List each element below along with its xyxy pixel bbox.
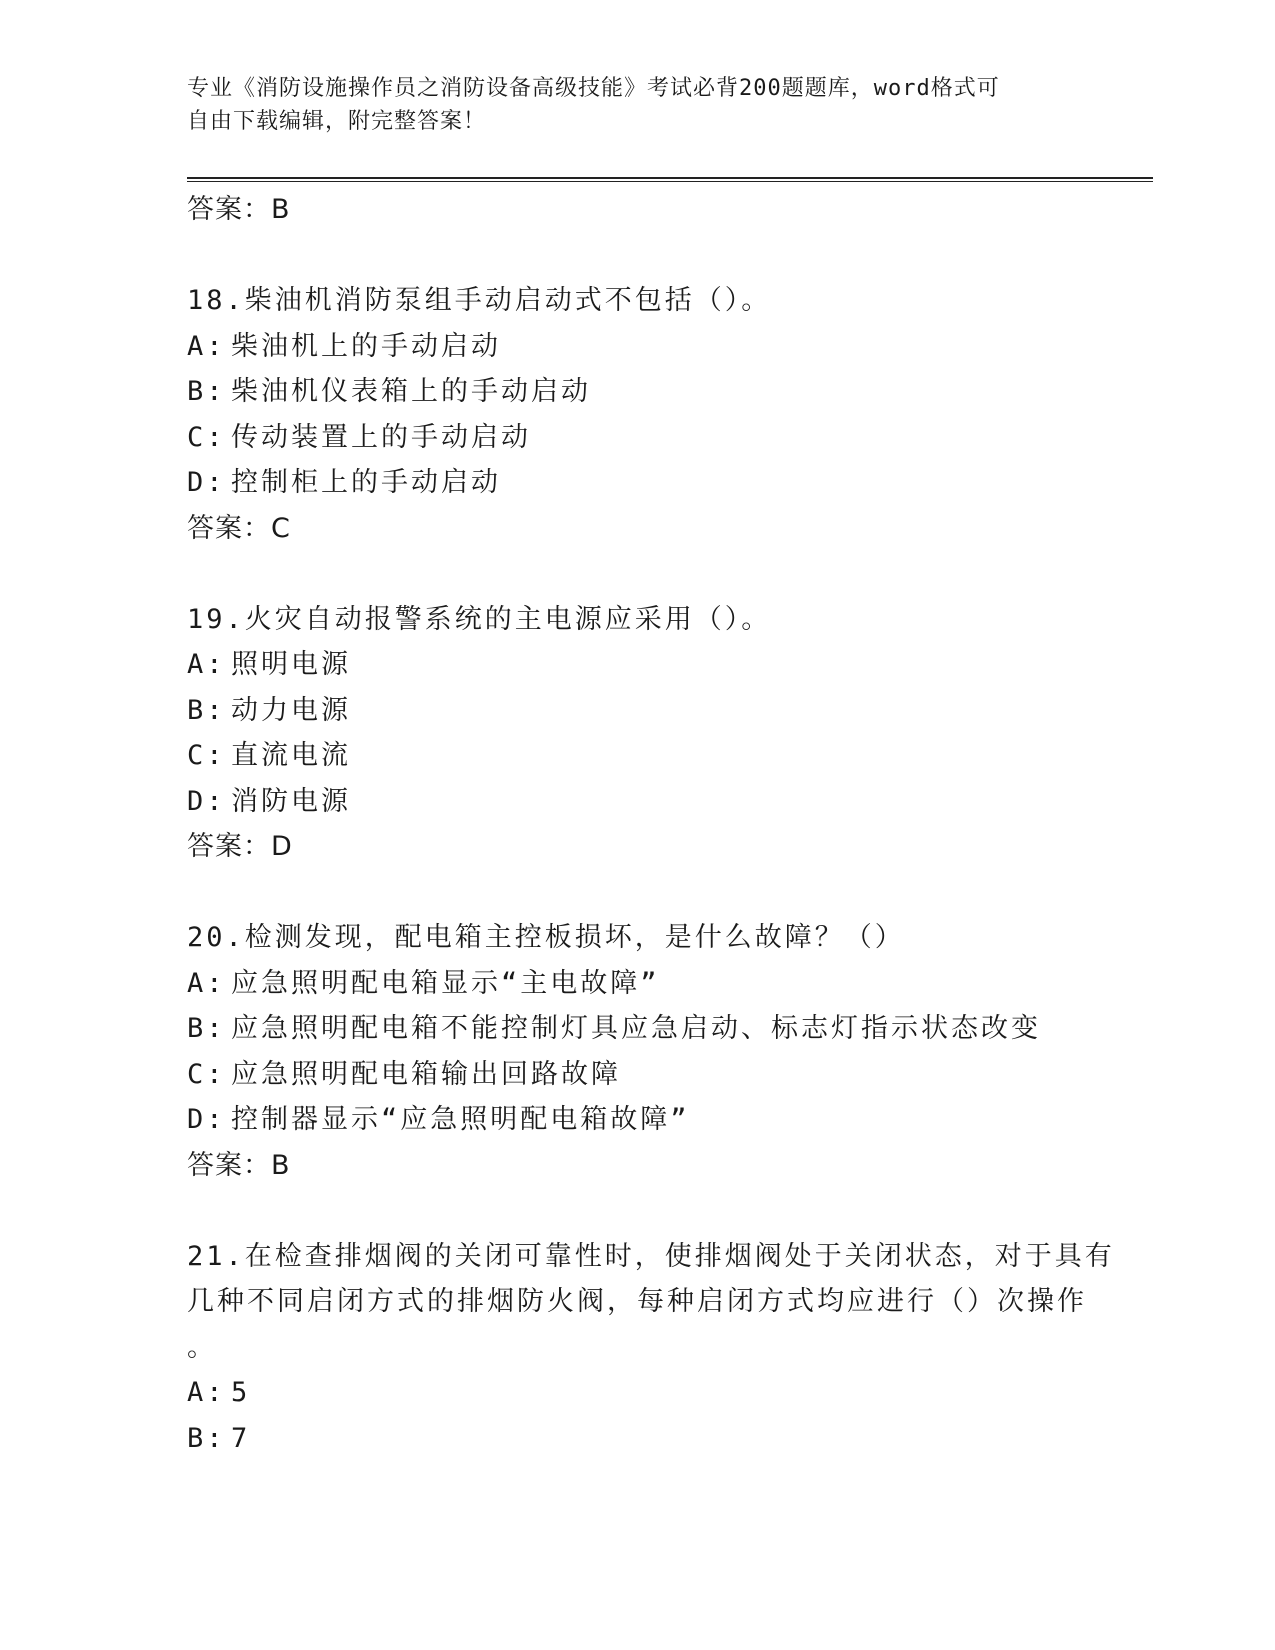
option-letter: B: bbox=[187, 694, 226, 726]
option-text: 应急照明配电箱输出回路故障 bbox=[231, 1058, 621, 1090]
option-letter: A: bbox=[187, 330, 226, 362]
option-text: 消防电源 bbox=[231, 785, 351, 817]
question-text: 21.在检查排烟阀的关闭可靠性时，使排烟阀处于关闭状态，对于具有 bbox=[187, 1240, 1115, 1272]
option-d bbox=[187, 460, 1067, 506]
option-letter: C: bbox=[187, 421, 226, 453]
header-line-2: 自由下载编辑，附完整答案！ bbox=[187, 109, 487, 134]
answer-line: 答案：C bbox=[187, 512, 291, 544]
option-c bbox=[187, 415, 1067, 461]
header-line-1: 专业《消防设施操作员之消防设备高级技能》考试必背200题题库，word格式可 bbox=[187, 76, 1000, 101]
option-text: 柴油机上的手动启动 bbox=[231, 330, 501, 362]
question-text: 19.火灾自动报警系统的主电源应采用（）。 bbox=[187, 603, 772, 635]
question-block bbox=[187, 278, 1067, 551]
option-text: 应急照明配电箱显示“主电故障” bbox=[231, 967, 660, 999]
option-b bbox=[187, 1416, 1067, 1462]
option-a bbox=[187, 324, 1067, 370]
option-text: 传动装置上的手动启动 bbox=[231, 421, 531, 453]
answer-line: 答案：B bbox=[187, 194, 291, 225]
option-a bbox=[187, 642, 1067, 688]
option-letter: B: bbox=[187, 376, 226, 407]
option-letter: B: bbox=[187, 1013, 226, 1044]
option-letter: A: bbox=[187, 1377, 226, 1408]
option-text: 7 bbox=[231, 1422, 251, 1454]
question-block bbox=[187, 915, 1067, 1188]
option-c bbox=[187, 733, 1067, 779]
page-header bbox=[187, 72, 1067, 138]
option-text: 5 bbox=[231, 1377, 251, 1408]
option-b bbox=[187, 688, 1067, 734]
option-text: 动力电源 bbox=[231, 694, 351, 726]
spacer bbox=[187, 551, 1067, 597]
option-c bbox=[187, 1052, 1067, 1098]
option-a bbox=[187, 1370, 1067, 1416]
question-text: 几种不同启闭方式的排烟防火阀，每种启闭方式均应进行（）次操作 bbox=[187, 1286, 1087, 1317]
option-b bbox=[187, 369, 1067, 415]
option-letter: C: bbox=[187, 1058, 226, 1090]
option-letter: C: bbox=[187, 740, 226, 771]
option-text: 应急照明配电箱不能控制灯具应急启动、标志灯指示状态改变 bbox=[231, 1013, 1041, 1044]
question-block bbox=[187, 1234, 1115, 1462]
option-letter: A: bbox=[187, 967, 226, 999]
option-letter: A: bbox=[187, 649, 226, 680]
option-text: 控制器显示“应急照明配电箱故障” bbox=[231, 1104, 690, 1135]
option-letter: B: bbox=[187, 1422, 226, 1454]
answer-line: 答案：D bbox=[187, 831, 293, 862]
option-a bbox=[187, 961, 1067, 1007]
option-letter: D: bbox=[187, 785, 226, 817]
option-letter: D: bbox=[187, 1104, 226, 1135]
answer-line: 答案：B bbox=[187, 1149, 291, 1181]
spacer bbox=[187, 1188, 1067, 1234]
option-d bbox=[187, 1097, 1067, 1143]
question-block bbox=[187, 597, 1067, 870]
option-text: 柴油机仪表箱上的手动启动 bbox=[231, 376, 591, 407]
option-text: 直流电流 bbox=[231, 740, 351, 771]
question-text: 18.柴油机消防泵组手动启动式不包括（）。 bbox=[187, 285, 772, 316]
spacer bbox=[187, 870, 1067, 916]
option-letter: D: bbox=[187, 467, 226, 498]
option-b bbox=[187, 1006, 1067, 1052]
question-text: 20.检测发现，配电箱主控板损坏，是什么故障？（） bbox=[187, 922, 905, 953]
option-d bbox=[187, 779, 1067, 825]
option-text: 控制柜上的手动启动 bbox=[231, 467, 501, 498]
question-text: 。 bbox=[187, 1331, 217, 1363]
spacer bbox=[187, 233, 1067, 279]
option-text: 照明电源 bbox=[231, 649, 351, 680]
header-divider bbox=[187, 177, 1153, 182]
question-list bbox=[187, 187, 1115, 1461]
